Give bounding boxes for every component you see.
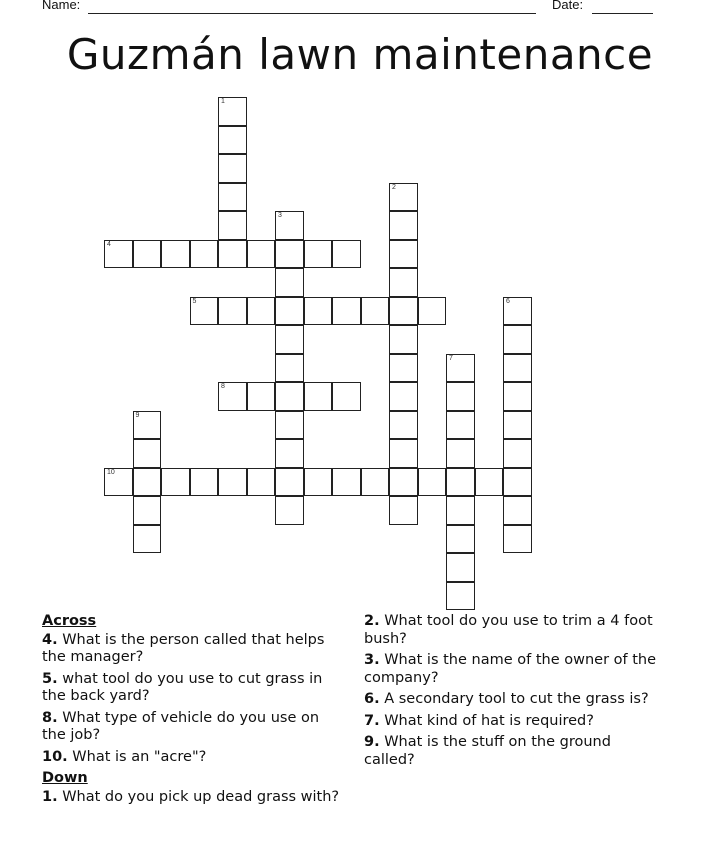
- grid-cell[interactable]: [475, 468, 504, 497]
- grid-cell[interactable]: [503, 354, 532, 383]
- grid-cell[interactable]: [332, 297, 361, 326]
- grid-cell[interactable]: [161, 468, 190, 497]
- grid-cell[interactable]: [190, 468, 219, 497]
- clue-text: What type of vehicle do you use on the job?: [42, 709, 320, 743]
- grid-cell[interactable]: [389, 183, 418, 212]
- grid-cell[interactable]: [446, 411, 475, 440]
- grid-cell[interactable]: [133, 525, 162, 554]
- clue-across-8: [42, 710, 342, 745]
- clue-down-1: [42, 789, 342, 807]
- grid-cell[interactable]: [275, 240, 304, 269]
- clue-number: 2.: [364, 613, 380, 629]
- grid-cell[interactable]: [389, 211, 418, 240]
- grid-cell[interactable]: [332, 468, 361, 497]
- clue-number: 6.: [364, 691, 380, 707]
- clues-right-column: [364, 613, 664, 773]
- grid-cell[interactable]: [218, 211, 247, 240]
- down-heading: Down: [42, 770, 88, 786]
- cell-number: 9: [135, 411, 140, 419]
- clue-text: What kind of hat is required?: [384, 712, 594, 729]
- grid-cell[interactable]: [133, 411, 162, 440]
- grid-cell[interactable]: [218, 240, 247, 269]
- grid-cell[interactable]: [446, 468, 475, 497]
- clue-down-2: [364, 613, 664, 648]
- grid-cell[interactable]: [247, 468, 276, 497]
- puzzle-title: Guzmán lawn maintenance: [66, 30, 654, 79]
- grid-cell[interactable]: [190, 297, 219, 326]
- grid-cell[interactable]: [218, 382, 247, 411]
- cell-number: 4: [107, 240, 111, 248]
- clue-text: what tool do you use to cut grass in the back yard?: [42, 670, 323, 704]
- clue-number: 4.: [42, 631, 58, 648]
- cell-number: 2: [392, 183, 396, 191]
- grid-cell[interactable]: [275, 468, 304, 497]
- grid-cell[interactable]: [389, 382, 418, 411]
- grid-cell[interactable]: [446, 525, 475, 554]
- clue-text: What tool do you use to trim a 4 foot bush?: [364, 613, 653, 647]
- grid-cell[interactable]: [389, 297, 418, 326]
- clues-left-column: [42, 613, 342, 810]
- grid-cell[interactable]: [304, 297, 333, 326]
- grid-cell[interactable]: [275, 439, 304, 468]
- grid-cell[interactable]: [133, 468, 162, 497]
- cell-number: 3: [278, 212, 282, 219]
- grid-cell[interactable]: [446, 354, 475, 383]
- grid-cell[interactable]: [503, 468, 532, 497]
- grid-cell[interactable]: [218, 126, 247, 155]
- grid-cell[interactable]: [275, 297, 304, 326]
- clue-down-6: [364, 691, 664, 709]
- grid-cell[interactable]: [275, 411, 304, 440]
- grid-cell[interactable]: [133, 439, 162, 468]
- grid-cell[interactable]: [503, 325, 532, 354]
- date-label: Date:: [552, 0, 584, 12]
- clue-text: What is the name of the owner of the company?: [364, 652, 657, 686]
- grid-cell[interactable]: [389, 496, 418, 525]
- clue-number: 8.: [42, 709, 58, 726]
- clue-number: 1.: [42, 788, 58, 805]
- grid-cell[interactable]: [304, 468, 333, 497]
- clue-across-10: [42, 749, 342, 767]
- cell-number: 8: [221, 383, 225, 390]
- grid-cell[interactable]: [389, 325, 418, 354]
- grid-cell[interactable]: [275, 268, 304, 297]
- grid-cell[interactable]: [503, 439, 532, 468]
- grid-cell[interactable]: [275, 496, 304, 525]
- clue-text: What is the person called that helps the manager?: [42, 631, 325, 665]
- grid-cell[interactable]: [332, 240, 361, 269]
- clue-across-5: [42, 671, 342, 706]
- grid-cell[interactable]: [247, 297, 276, 326]
- grid-cell[interactable]: [247, 382, 276, 411]
- grid-cell[interactable]: [161, 240, 190, 269]
- grid-cell[interactable]: [389, 354, 418, 383]
- grid-cell[interactable]: [275, 382, 304, 411]
- grid-cell[interactable]: [503, 496, 532, 525]
- grid-cell[interactable]: [389, 439, 418, 468]
- grid-cell[interactable]: [218, 468, 247, 497]
- grid-cell[interactable]: [275, 354, 304, 383]
- grid-cell[interactable]: [304, 382, 333, 411]
- grid-cell[interactable]: [218, 183, 247, 212]
- grid-cell[interactable]: [446, 553, 475, 582]
- clue-text: A secondary tool to cut the grass is?: [384, 691, 649, 707]
- clue-number: 5.: [42, 670, 58, 687]
- grid-cell[interactable]: [503, 382, 532, 411]
- grid-cell[interactable]: [503, 525, 532, 554]
- grid-cell[interactable]: [446, 582, 475, 611]
- cell-number: 10: [107, 468, 115, 476]
- grid-cell[interactable]: [218, 97, 247, 126]
- clue-number: 9.: [364, 734, 380, 750]
- grid-cell[interactable]: [503, 297, 532, 326]
- name-label: Name:: [42, 0, 81, 12]
- clue-number: 7.: [364, 712, 380, 729]
- clue-text: What do you pick up dead grass with?: [62, 788, 340, 805]
- grid-cell[interactable]: [503, 411, 532, 440]
- grid-cell[interactable]: [133, 240, 162, 269]
- cell-number: 1: [221, 98, 225, 105]
- grid-cell[interactable]: [446, 439, 475, 468]
- clue-text: What is an "acre"?: [72, 748, 207, 765]
- grid-cell[interactable]: [104, 240, 133, 269]
- grid-cell[interactable]: [275, 211, 304, 240]
- grid-cell[interactable]: [218, 154, 247, 183]
- grid-cell[interactable]: [361, 468, 390, 497]
- grid-cell[interactable]: [389, 268, 418, 297]
- clue-down-3: [364, 652, 664, 687]
- cell-number: 5: [192, 297, 197, 305]
- grid-cell[interactable]: [446, 496, 475, 525]
- clue-number: 3.: [364, 652, 380, 668]
- grid-cell[interactable]: [389, 240, 418, 269]
- across-heading: Across: [42, 613, 97, 629]
- clue-across-4: [42, 632, 342, 667]
- clue-down-7: [364, 713, 664, 731]
- grid-cell[interactable]: [190, 240, 219, 269]
- grid-cell[interactable]: [418, 297, 447, 326]
- grid-cell[interactable]: [361, 297, 390, 326]
- grid-cell[interactable]: [389, 468, 418, 497]
- grid-cell[interactable]: [446, 382, 475, 411]
- grid-cell[interactable]: [332, 382, 361, 411]
- grid-cell[interactable]: [304, 240, 333, 269]
- grid-cell[interactable]: [104, 468, 133, 497]
- clue-down-9: [364, 734, 664, 769]
- cell-number: 7: [449, 354, 453, 362]
- clue-number: 10.: [42, 748, 68, 765]
- cell-number: 6: [506, 297, 510, 305]
- clue-text: What is the stuff on the ground called?: [364, 734, 611, 768]
- grid-cell[interactable]: [133, 496, 162, 525]
- grid-cell[interactable]: [418, 468, 447, 497]
- grid-cell[interactable]: [389, 411, 418, 440]
- grid-cell[interactable]: [275, 325, 304, 354]
- grid-cell[interactable]: [218, 297, 247, 326]
- grid-cell[interactable]: [247, 240, 276, 269]
